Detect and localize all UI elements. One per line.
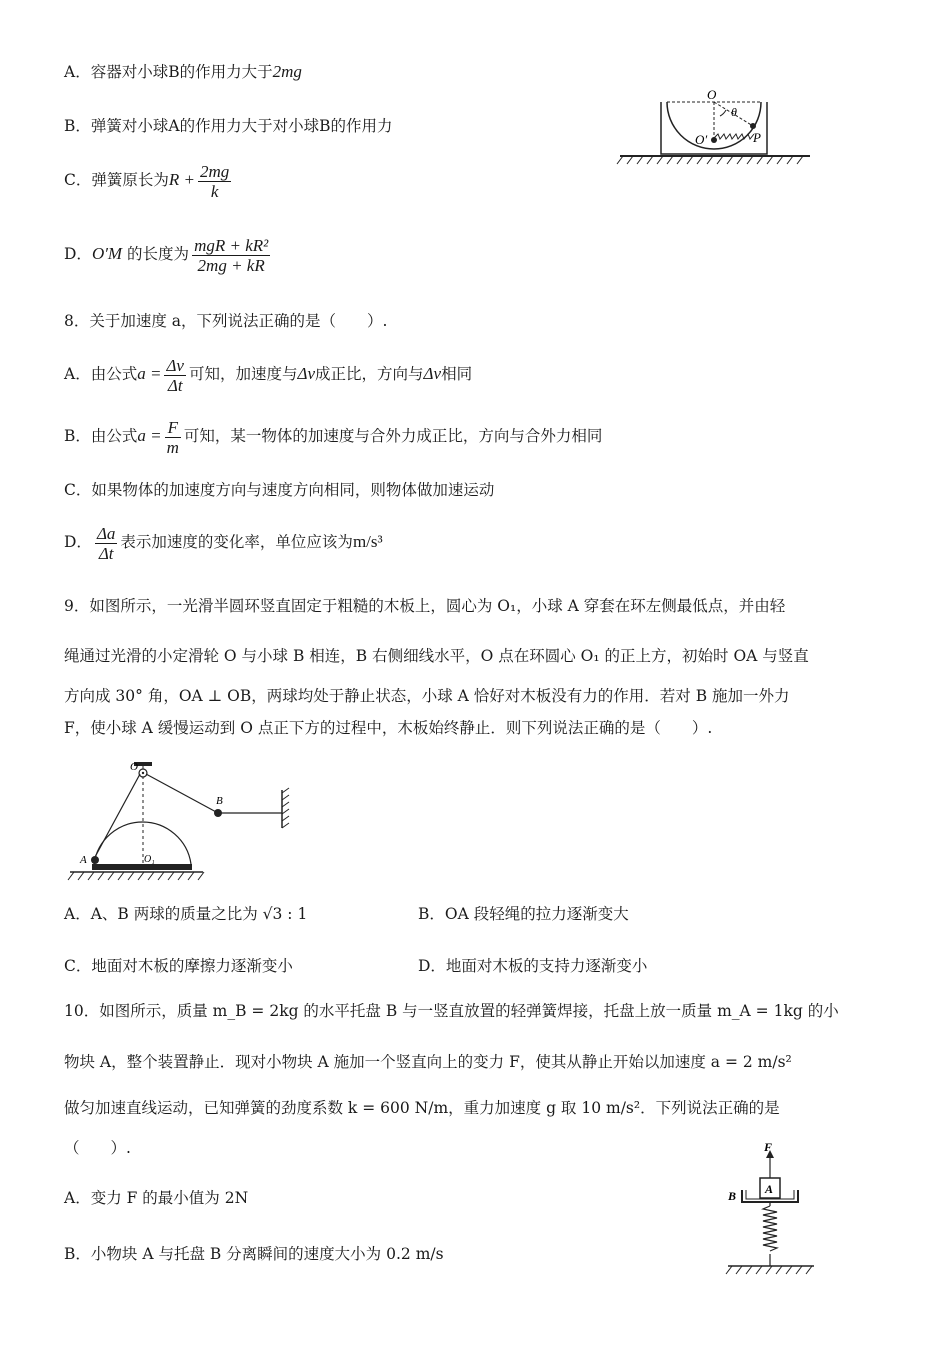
q8-option-c: C．如果物体的加速度方向与速度方向相同，则物体做加速运动 [64, 481, 495, 499]
q8-option-b: B．由公式a = $\frac{F}{m}$ 可知，某一物体的加速度与合外力成正比，方向与合外力相同 [64, 417, 603, 457]
q7-option-c-fraction: $\frac{2mg}{k}$ [199, 161, 230, 201]
q10-stem-line-4: （ ）. [64, 1139, 131, 1157]
q8-stem: 8．关于加速度 a，下列说法正确的是（ ）. [64, 312, 388, 330]
q10-stem-line-2: 物块 A，整个装置静止．现对小物块 A 施加一个竖直向上的变力 F，使其从静止开始以加速度 a = 2 m/s² [64, 1053, 792, 1071]
q9-figure-label-o1: O₁ [144, 854, 155, 865]
q9-figure [68, 760, 308, 882]
q9-figure-label-a: A [80, 854, 87, 866]
q10-option-b: B．小物块 A 与托盘 B 分离瞬间的速度大小为 0.2 m/s [64, 1245, 444, 1263]
q9-option-c: C．地面对木板的摩擦力逐渐变小 [64, 957, 293, 975]
q9-figure-label-b: B [216, 795, 223, 807]
q9-option-b: B．OA 段轻绳的拉力逐渐变大 [418, 905, 629, 923]
q9-stem-line-4: F，使小球 A 缓慢运动到 O 点正下方的过程中，木板始终静止．则下列说法正确的是（ ）. [64, 719, 713, 737]
q10-stem-line-1: 10．如图所示，质量 m_B = 2kg 的水平托盘 B 与一竖直放置的轻弹簧焊接，托盘上放一质量 m_A = 1kg 的小 [64, 1002, 839, 1020]
q8-option-d: D． $\frac{\Delta a}{\Delta t}$ 表示加速度的变化率，单位应该为m/s³ [64, 523, 383, 563]
q8-option-a: A．由公式a = $\frac{\Delta v}{\Delta t}$ 可知，加速度与Δv成正比，方向与Δv相同 [64, 355, 473, 395]
q7-option-d-fraction: $\frac{\text{mgR + kR²}}{2mg + kR}$ [194, 235, 269, 275]
q9-option-d: D．地面对木板的支持力逐渐变小 [418, 957, 648, 975]
q10-figure [722, 1142, 822, 1278]
q7-figure-label-theta: θ [731, 105, 737, 119]
q7-figure [615, 88, 815, 168]
q10-figure-label-f: F [764, 1140, 773, 1154]
q9-stem-line-3: 方向成 30° 角，OA ⊥ OB，两球均处于静止状态，小球 A 恰好对木板没有力的作用．若对 B 施加一外力 [64, 687, 790, 705]
q7-option-c: C．弹簧原长为R + $\frac{2mg}{k}$ [64, 161, 230, 201]
q7-option-b: B．弹簧对小球A的作用力大于对小球B的作用力 [64, 117, 393, 135]
q7-option-d: D．O′M 的长度为 $\frac{\text{mgR + kR²}}{2mg + kR}$ [64, 235, 269, 275]
q9-figure-label-o: O [130, 761, 138, 773]
q7-option-a: A．容器对小球B的作用力大于2mg [64, 62, 302, 81]
q10-figure-label-a: A [765, 1182, 774, 1196]
q10-option-a: A．变力 F 的最小值为 2N [64, 1189, 249, 1207]
q9-stem-line-2: 绳通过光滑的小定滑轮 O 与小球 B 相连，B 右侧细线水平，O 点在环圆心 O₁ 的正上方，初始时 OA 与竖直 [64, 647, 809, 665]
q9-stem-line-1: 9．如图所示，一光滑半圆环竖直固定于粗糙的木板上，圆心为 O₁，小球 A 穿套在环左侧最低点，并由轻 [64, 597, 786, 615]
q7-figure-label-o-prime: O′ [695, 132, 708, 147]
q10-stem-line-3: 做匀加速直线运动，已知弹簧的劲度系数 k = 600 N/m，重力加速度 g 取 10 m/s²．下列说法正确的是 [64, 1099, 780, 1117]
q7-figure-label-o: O [707, 87, 717, 102]
q7-option-a-math: 2mg [272, 62, 302, 81]
q7-figure-label-p: P [753, 130, 761, 145]
q10-figure-label-b: B [728, 1189, 737, 1203]
q9-option-a: A．A、B 两球的质量之比为 √3 : 1 [64, 905, 308, 923]
